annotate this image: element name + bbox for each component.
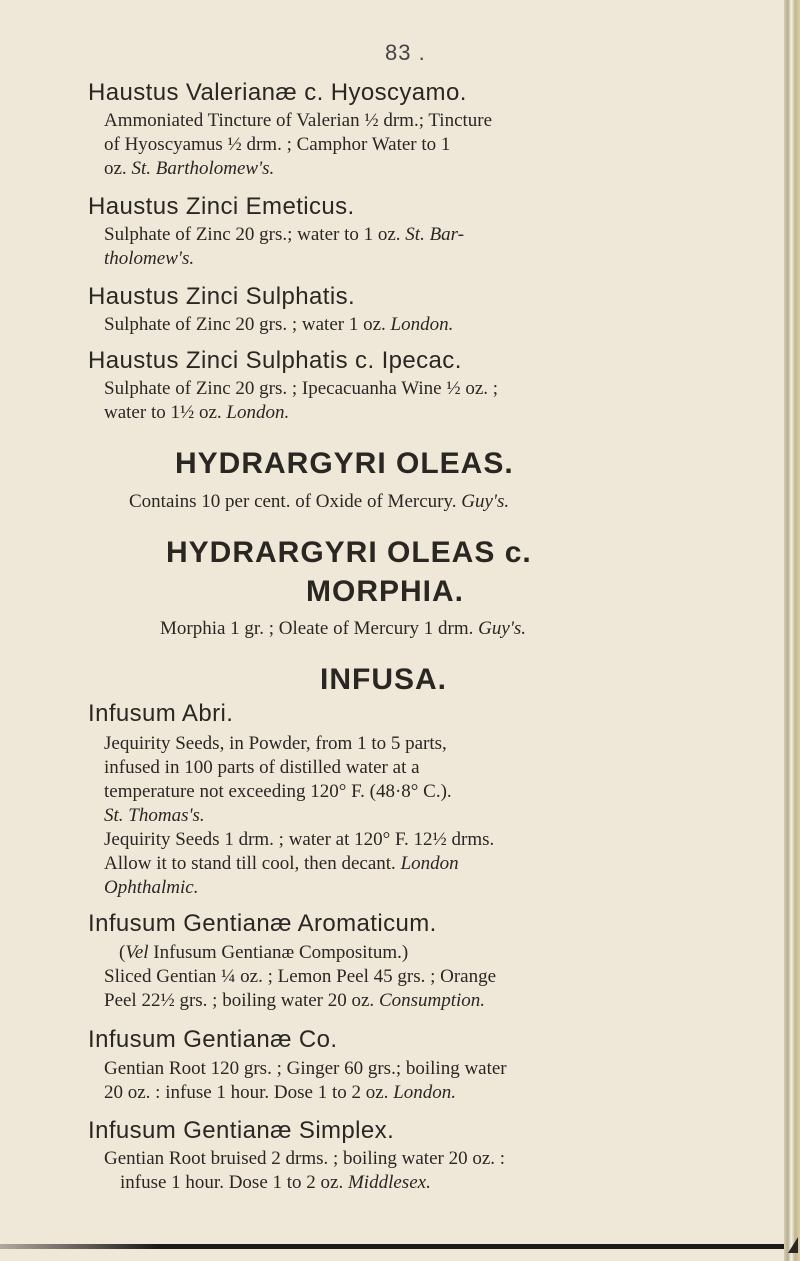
entry-line-end — [120, 1171, 431, 1195]
page-edge — [784, 0, 800, 1261]
source-citation: tholomew's. — [104, 248, 195, 269]
entry-line-end — [104, 1081, 456, 1105]
entry-line-end — [104, 313, 453, 337]
note-text: Infusum Gentianæ Compositum.) — [148, 942, 409, 963]
source-citation: London. — [226, 402, 290, 423]
entry-line: infuse 1 hour. Dose 1 to 2 oz. — [120, 1172, 344, 1193]
source-citation: Guy's. — [461, 491, 510, 512]
source-citation: St. Thomas's. — [104, 805, 205, 826]
source-citation: Consumption. — [378, 990, 486, 1011]
entry-line: Ammoniated Tincture of Valerian ½ drm.; Tincture — [104, 110, 493, 131]
entry-line: Peel 22½ grs. ; boiling water 20 oz. — [104, 990, 375, 1011]
entry-line: Jequirity Seeds, in Powder, from 1 to 5 parts, — [104, 733, 447, 754]
entry-line-end — [104, 989, 485, 1013]
entry-line: Morphia 1 gr. ; Oleate of Mercury 1 drm. — [160, 618, 474, 639]
entry-line: Sulphate of Zinc 20 grs.; water to 1 oz. — [104, 224, 401, 245]
source-citation: Middlesex. — [347, 1172, 431, 1193]
entry-line: Sulphate of Zinc 20 grs. ; Ipecacuanha Wine ½ oz. ; — [104, 378, 499, 399]
entry-heading-gentian-simplex: Infusum Gentianæ Simplex. — [88, 1117, 395, 1144]
entry-line: Allow it to stand till cool, then decant. — [104, 853, 396, 874]
entry-line: Contains 10 per cent. of Oxide of Mercury. — [129, 491, 457, 512]
entry-heading-valerian: Haustus Valerianæ c. Hyoscyamo. — [88, 79, 467, 106]
entry-line-end — [104, 852, 459, 876]
source-citation: St. Bar- — [405, 224, 465, 245]
entry-heading-infusum-abri: Infusum Abri. — [88, 700, 234, 727]
entry-line-end — [160, 617, 526, 641]
entry-line: Sulphate of Zinc 20 grs. ; water 1 oz. — [104, 314, 386, 335]
bottom-rule — [0, 1244, 784, 1249]
note-paren: ( — [119, 942, 126, 963]
entry-line: 20 oz. : infuse 1 hour. Dose 1 to 2 oz. — [104, 1082, 389, 1103]
source-citation: Ophthalmic. — [104, 877, 199, 898]
source-citation: Guy's. — [478, 618, 527, 639]
entry-line: infused in 100 parts of distilled water at a — [104, 757, 420, 778]
entry-heading-gentian-co: Infusum Gentianæ Co. — [88, 1026, 338, 1053]
entry-line: Gentian Root 120 grs. ; Ginger 60 grs.; boiling water — [104, 1058, 507, 1079]
entry-heading-gentian-aromaticum: Infusum Gentianæ Aromaticum. — [88, 910, 437, 937]
section-title-morphia: MORPHIA. — [306, 575, 464, 608]
section-title-hydrargyri-morphia: HYDRARGYRI OLEAS c. — [166, 536, 532, 569]
entry-line: Jequirity Seeds 1 drm. ; water at 120° F. 12½ drms. — [104, 829, 495, 850]
section-title-infusa: INFUSA. — [320, 663, 447, 696]
entry-heading-zinci-emeticus: Haustus Zinci Emeticus. — [88, 193, 355, 220]
entry-line-end — [104, 157, 274, 181]
entry-line: Sliced Gentian ¼ oz. ; Lemon Peel 45 grs. ; Orange — [104, 966, 497, 987]
entry-line-end — [129, 490, 509, 514]
entry-line-end — [104, 223, 464, 247]
source-citation: St. Bartholomew's. — [131, 158, 275, 179]
entry-line: water to 1½ oz. — [104, 402, 222, 423]
section-title-hydrargyri: HYDRARGYRI OLEAS. — [175, 447, 514, 480]
entry-note — [119, 941, 408, 965]
entry-line: Gentian Root bruised 2 drms. ; boiling water 20 oz. : — [104, 1148, 506, 1169]
source-citation: London — [400, 853, 459, 874]
note-vel: Vel — [125, 942, 149, 963]
source-citation: London. — [393, 1082, 457, 1103]
entry-heading-zinci-ipecac: Haustus Zinci Sulphatis c. Ipecac. — [88, 347, 462, 374]
corner-mark — [788, 1237, 798, 1253]
entry-line-end — [104, 401, 289, 425]
entry-line: of Hyoscyamus ½ drm. ; Camphor Water to 1 — [104, 134, 451, 155]
entry-heading-zinci-sulphatis: Haustus Zinci Sulphatis. — [88, 283, 356, 310]
entry-line: oz. — [104, 158, 127, 179]
source-citation: London. — [390, 314, 454, 335]
entry-line: temperature not exceeding 120° F. (48·8° C.). — [104, 781, 452, 802]
page-number: 83 . — [385, 40, 426, 65]
